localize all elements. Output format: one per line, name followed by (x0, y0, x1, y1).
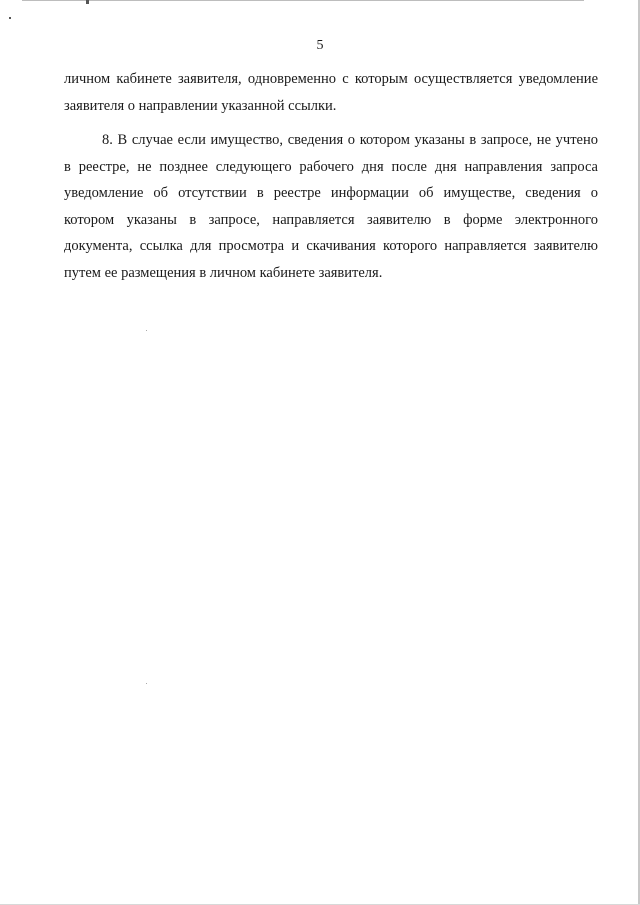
text-line: в реестре, не позднее следующего рабочего дня после дня направления запроса (64, 158, 598, 175)
text-line: личном кабинете заявителя, одновременно с которым осуществляется уведомление (64, 71, 598, 87)
scan-speck (146, 330, 147, 331)
body-text (64, 66, 598, 286)
page-number: 5 (316, 38, 324, 53)
scan-speck (9, 17, 11, 19)
scan-top-edge (22, 0, 584, 1)
text-line: уведомление об отсутствии в реестре информации об имуществе, сведения о (64, 185, 598, 201)
text-line: документа, ссылка для просмотра и скачивания которого направляется заявителю (64, 238, 598, 254)
paragraph-8 (64, 127, 598, 286)
text-line: котором указаны в запросе, направляется заявителю в форме электронного (64, 211, 598, 228)
text-line: заявителя о направлении указанной ссылки. (64, 97, 337, 114)
text-line: путем ее размещения в личном кабинете заявителя. (64, 264, 383, 281)
continuation-paragraph (64, 66, 598, 119)
text-line: 8. В случае если имущество, сведения о котором указаны в запросе, не учтено (102, 132, 598, 148)
scan-speck (86, 0, 89, 4)
scan-speck (146, 683, 147, 684)
